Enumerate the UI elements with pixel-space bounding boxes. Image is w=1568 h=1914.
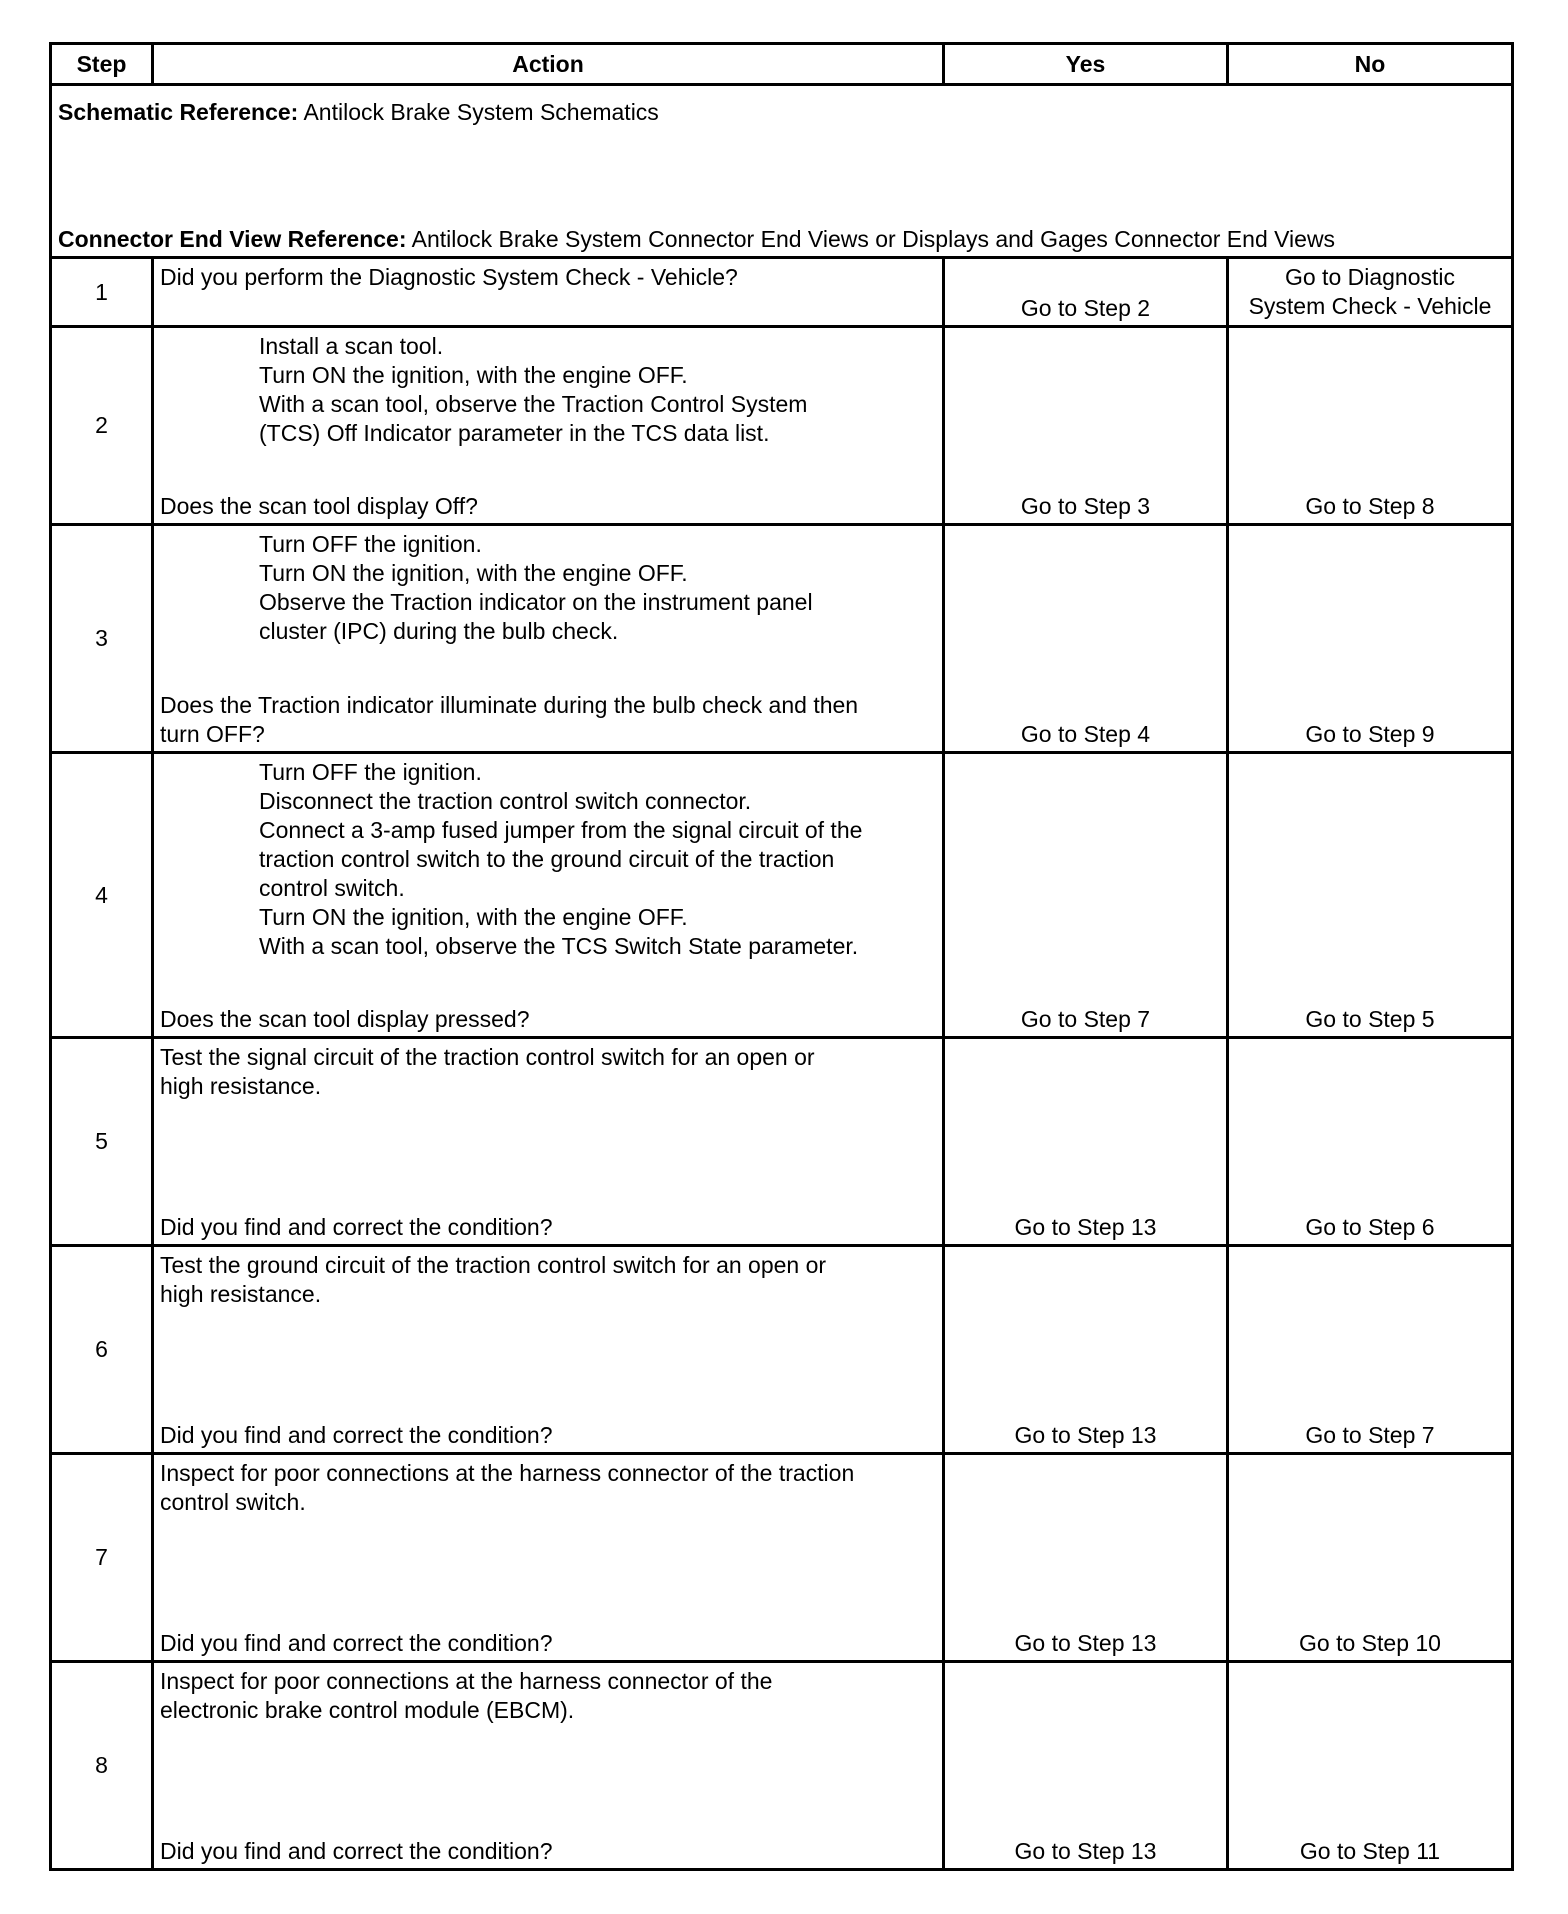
action-cell [153,1454,944,1662]
no-cell [1228,1038,1513,1246]
step-question: Did you find and correct the condition? [160,1838,553,1864]
schematic-reference [58,98,659,127]
action-cell [153,753,944,1038]
yes-cell [944,258,1228,327]
no-result [1229,263,1511,321]
action-cell [153,327,944,525]
header-action: Action [153,44,944,85]
step-text-line: electronic brake control module (EBCM). [160,1697,575,1723]
yes-cell [944,327,1228,525]
step-question: Did you find and correct the condition? [160,1214,553,1240]
no-result: Go to Step 5 [1305,1006,1435,1032]
action-cell [153,1038,944,1246]
instruction-line: (TCS) Off Indicator parameter in the TCS data list. [259,420,770,446]
reference-row [51,85,1513,258]
connector-reference-text: Antilock Brake System Connector End Views or Displays and Gages Connector End Views [411,226,1336,252]
action-cell [153,525,944,753]
step-text-line: Inspect for poor connections at the harness connector of the [160,1668,773,1694]
step-text [154,1455,942,1517]
step-text [154,1663,942,1725]
step-number: 7 [51,1454,153,1662]
header-yes: Yes [944,44,1228,85]
yes-result: Go to Step 7 [1020,1006,1151,1032]
table-row [51,258,1513,327]
no-cell [1228,1246,1513,1454]
instruction-line: With a scan tool, observe the Traction Control System [259,391,808,417]
instruction-line: Turn OFF the ignition. [259,759,482,785]
no-result-line: System Check - Vehicle [1248,293,1492,319]
instruction-line: cluster (IPC) during the bulb check. [259,618,619,644]
schematic-reference-label: Schematic Reference: [58,99,299,125]
header-row [51,44,1513,85]
no-result: Go to Step 11 [1299,1838,1441,1864]
yes-result: Go to Step 4 [1020,721,1151,747]
no-cell [1228,1662,1513,1870]
no-cell [1228,327,1513,525]
step-text-line: control switch. [160,1489,306,1515]
step-number: 5 [51,1038,153,1246]
connector-reference [58,225,1335,254]
instruction-list [154,328,942,448]
yes-cell [944,1246,1228,1454]
step-text [154,1039,942,1101]
yes-cell [944,753,1228,1038]
step-number: 2 [51,327,153,525]
diagnostic-table [49,42,1514,1871]
action-cell [153,1246,944,1454]
instruction-list [154,754,942,961]
no-cell [1228,258,1513,327]
table-row [51,1038,1513,1246]
reference-cell [51,85,1513,258]
step-question: Does the scan tool display Off? [160,493,478,519]
instruction-line: Observe the Traction indicator on the instrument panel [259,589,813,615]
table-row [51,525,1513,753]
step-text-line: high resistance. [160,1073,322,1099]
instruction-line: Turn ON the ignition, with the engine OFF. [259,560,688,586]
no-cell [1228,753,1513,1038]
step-question: Did you find and correct the condition? [160,1630,553,1656]
yes-result: Go to Step 13 [1014,1422,1157,1448]
yes-cell [944,1454,1228,1662]
action-cell [153,258,944,327]
instruction-line: Turn ON the ignition, with the engine OFF. [259,362,688,388]
header-step: Step [51,44,153,85]
step-text-line: high resistance. [160,1281,322,1307]
step-number: 1 [51,258,153,327]
yes-cell [944,525,1228,753]
table-row [51,1246,1513,1454]
table-row [51,1454,1513,1662]
step-number: 4 [51,753,153,1038]
instruction-line: traction control switch to the ground circuit of the traction [259,846,835,872]
connector-reference-label: Connector End View Reference: [58,226,407,252]
step-question: Did you find and correct the condition? [160,1422,553,1448]
instruction-line: Turn ON the ignition, with the engine OFF. [259,904,688,930]
no-cell [1228,525,1513,753]
no-result: Go to Step 10 [1299,1630,1441,1656]
question-line: turn OFF? [160,721,265,747]
no-result: Go to Step 8 [1305,493,1435,519]
no-result: Go to Step 6 [1305,1214,1435,1240]
table-row [51,327,1513,525]
no-result: Go to Step 7 [1305,1422,1435,1448]
step-number: 6 [51,1246,153,1454]
schematic-reference-text: Antilock Brake System Schematics [303,99,659,125]
question-line: Does the Traction indicator illuminate during the bulb check and then [160,692,859,718]
instruction-line: Disconnect the traction control switch connector. [259,788,752,814]
yes-result: Go to Step 13 [1014,1630,1157,1656]
step-number: 3 [51,525,153,753]
step-question: Did you perform the Diagnostic System Check - Vehicle? [160,264,738,290]
instruction-list [154,526,942,646]
step-question: Does the scan tool display pressed? [160,1006,530,1032]
instruction-line: control switch. [259,875,405,901]
header-no: No [1228,44,1513,85]
table-row [51,1662,1513,1870]
yes-result: Go to Step 2 [1020,295,1151,321]
no-result-line: Go to Diagnostic [1284,264,1456,290]
yes-cell [944,1038,1228,1246]
table-row [51,753,1513,1038]
step-text [154,1247,942,1309]
yes-cell [944,1662,1228,1870]
instruction-line: Connect a 3-amp fused jumper from the signal circuit of the [259,817,863,843]
yes-result: Go to Step 13 [1014,1214,1157,1240]
step-text-line: Inspect for poor connections at the harness connector of the traction [160,1460,855,1486]
instruction-line: Turn OFF the ignition. [259,531,482,557]
step-question [160,691,934,749]
instruction-line: Install a scan tool. [259,333,444,359]
yes-result: Go to Step 13 [1014,1838,1157,1864]
no-result: Go to Step 9 [1305,721,1435,747]
yes-result: Go to Step 3 [1020,493,1151,519]
step-text-line: Test the ground circuit of the traction control switch for an open or [160,1252,827,1278]
instruction-line: With a scan tool, observe the TCS Switch State parameter. [259,933,859,959]
step-number: 8 [51,1662,153,1870]
no-cell [1228,1454,1513,1662]
action-cell [153,1662,944,1870]
step-text-line: Test the signal circuit of the traction control switch for an open or [160,1044,815,1070]
